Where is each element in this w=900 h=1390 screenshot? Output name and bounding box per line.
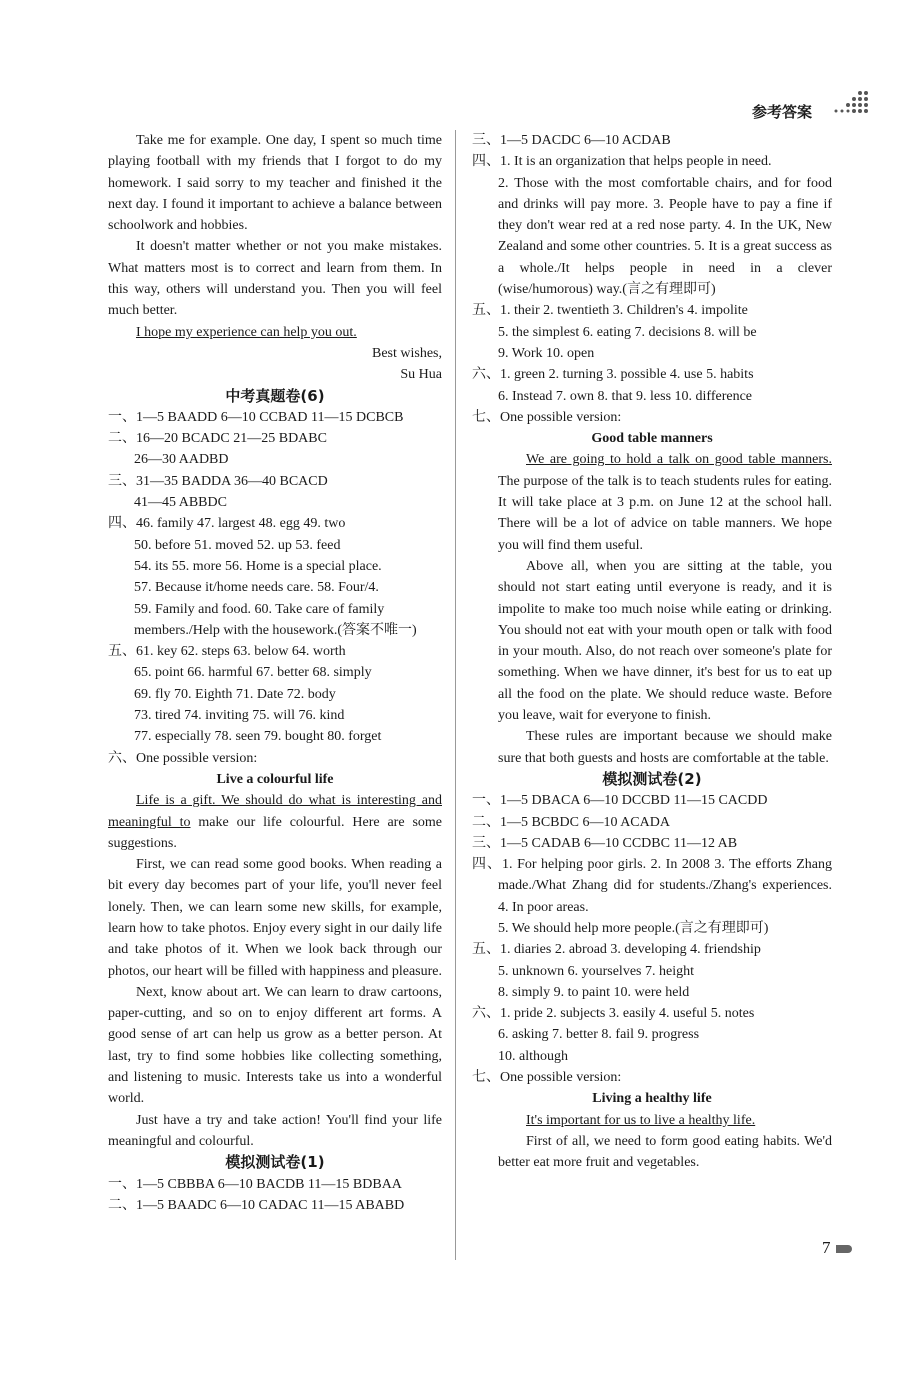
answer-line: 5. We should help more people.(言之有理即可) — [498, 920, 769, 936]
column-divider — [455, 130, 456, 1260]
answer-line: 54. its 55. more 56. Home is a special place. — [134, 558, 382, 574]
essay-paragraph — [472, 449, 832, 555]
answer-line: 26—30 AADBD — [134, 452, 229, 468]
answer-line: 6. Instead 7. own 8. that 9. less 10. difference — [498, 388, 753, 404]
essay-title: Live a colourful life — [216, 771, 334, 787]
essay-paragraph — [108, 790, 442, 854]
essay-title: Living a healthy life — [592, 1091, 712, 1107]
answer-line: 5. the simplest 6. eating 7. decisions 8. will be — [498, 324, 757, 340]
answer-line: 六、1. green 2. turning 3. possible 4. use 5. habits — [472, 367, 754, 383]
answer-line: 三、31—35 BADDA 36—40 BCACD — [108, 473, 328, 489]
essay-paragraph: These rules are important because we should make sure that both guests and hosts are comfortable at the table. — [498, 729, 832, 766]
letter-paragraph: It doesn't matter whether or not you make mistakes. What matters most is to correct and learn from them. In this way, others will understand you. Then you will feel much better. — [108, 239, 442, 319]
essay-paragraph — [472, 1110, 832, 1131]
answer-line: 8. simply 9. to paint 10. were held — [498, 984, 690, 1000]
section-title: 中考真题卷(6) — [225, 386, 325, 405]
answer-line: 二、16—20 BCADC 21—25 BDABC — [108, 431, 327, 447]
essay-text: The purpose of the talk is to teach students rules for eating. It will take place at 3 p.m. on June 12 at the school hall. There will be a lot of advice on table manners. We hope you will find them useful. — [498, 473, 832, 553]
answer-line: 57. Because it/home needs care. 58. Four/4. — [134, 580, 379, 596]
answer-line: 5. unknown 6. yourselves 7. height — [498, 963, 694, 979]
answer-line: 41—45 ABBDC — [134, 495, 227, 511]
letter-paragraph: Take me for example. One day, I spent so much time playing football with my friends that I forgot to do my homework. I said sorry to my teacher and finished it the next day. I found it important to achieve a balance between schoolwork and hobbies. — [108, 133, 442, 234]
answer-line: 二、1—5 BAADC 6—10 CADAC 11—15 ABABD — [108, 1197, 405, 1213]
answer-line: 七、One possible version: — [472, 1070, 622, 1086]
answer-line: 二、1—5 BCBDC 6—10 ACADA — [472, 814, 670, 830]
left-column — [108, 130, 442, 1216]
answer-line: 一、1—5 DBACA 6—10 DCCBD 11—15 CACDD — [472, 793, 768, 809]
answer-line: 65. point 66. harmful 67. better 68. simply — [134, 665, 372, 681]
answer-line: 59. Family and food. 60. Take care of family members./Help with the housework.(答案不唯一) — [134, 601, 417, 638]
section-title: 模拟测试卷(2) — [602, 769, 702, 788]
answer-line: 四、1. It is an organization that helps people in need. — [472, 154, 772, 170]
underlined-sentence: It's important for us to live a healthy life. — [526, 1112, 756, 1128]
answer-line: 73. tired 74. inviting 75. will 76. kind — [134, 708, 345, 724]
answer-line: 69. fly 70. Eighth 71. Date 72. body — [134, 686, 336, 702]
header-title: 参考答案 — [752, 103, 813, 121]
answer-line: 2. Those with the most comfortable chairs, and for food and drinks will pay more. 3. People have to pay a fine if they don't wear red at a red nose party. 4. In the UK, New Zealand and some other countries. 5. It is a great success as a whole./It helps people in need in a clever (wise/humorous) way.(言之有理即可) — [498, 175, 832, 298]
answer-line: 77. especially 78. seen 79. bought 80. forget — [134, 729, 382, 745]
answer-line: 五、1. their 2. twentieth 3. Children's 4. impolite — [472, 303, 748, 319]
letter-signature: Su Hua — [400, 367, 442, 383]
underlined-sentence: I hope my experience can help you out. — [136, 324, 357, 340]
essay-text: make our life colourful. Here are some suggestions. — [108, 814, 442, 851]
answer-line: 六、1. pride 2. subjects 3. easily 4. useful 5. notes — [472, 1006, 755, 1022]
answer-line: 六、One possible version: — [108, 750, 258, 766]
answer-line: 五、1. diaries 2. abroad 3. developing 4. friendship — [472, 942, 761, 958]
section-title: 模拟测试卷(1) — [225, 1153, 325, 1172]
essay-title: Good table manners — [591, 431, 713, 447]
essay-paragraph: First, we can read some good books. When reading a bit every day becomes part of your life, you'll never feel lonely. Then, we can learn some new skills, for example, learn how to take photos. Enjoy every sight in our daily life and take photos of it. When we look back through our photos, our heart will be filled with happiness and pleasure. — [108, 857, 442, 979]
essay-paragraph: Just have a try and take action! You'll find your life meaningful and colourful. — [108, 1112, 442, 1149]
answer-line: 五、61. key 62. steps 63. below 64. worth — [108, 644, 346, 660]
letter-closing: Best wishes, — [372, 345, 442, 361]
right-column — [472, 130, 832, 1174]
answer-line: 一、1—5 BAADD 6—10 CCBAD 11—15 DCBCB — [108, 409, 404, 425]
underlined-sentence: Life is a gift. We should do what is interesting and meaningful to — [108, 793, 442, 830]
answer-line: 6. asking 7. better 8. fail 9. progress — [498, 1027, 700, 1043]
answer-line: 9. Work 10. open — [498, 345, 595, 361]
answer-line: 三、1—5 CADAB 6—10 CCDBC 11—12 AB — [472, 835, 738, 851]
answer-line: 三、1—5 DACDC 6—10 ACDAB — [472, 133, 671, 148]
answer-line: 10. although — [498, 1048, 568, 1064]
answer-line: 50. before 51. moved 52. up 53. feed — [134, 537, 341, 553]
answer-line: 四、1. For helping poor girls. 2. In 2008 3. The efforts Zhang made./What Zhang did for students./Zhang's experiences. 4. In poor areas. — [472, 857, 832, 915]
essay-paragraph: Above all, when you are sitting at the table, you should not start eating until everyone is ready, and it is impolite to make too much noise while eating or drinking. You should not eat with your mouth open or talk with food in your mouth. Also, do not reach over someone's plate for something. When we have dinner, it's best for us to eat up all the food on the plate. We should reduce waste. Before you leave, wait for everyone to finish. — [498, 558, 832, 724]
essay-paragraph: First of all, we need to form good eating habits. We'd better eat more fruit and vegetables. — [498, 1133, 832, 1171]
page-tab-marker — [836, 1245, 852, 1253]
underlined-sentence: We are going to hold a talk on good table manners. — [526, 452, 832, 468]
decorative-dots-icon — [830, 90, 870, 118]
answer-line: 一、1—5 CBBBA 6—10 BACDB 11—15 BDBAA — [108, 1176, 402, 1192]
page-number: 7 — [822, 1238, 831, 1257]
essay-paragraph: Next, know about art. We can learn to draw cartoons, paper-cutting, and so on to enjoy different art forms. A good sense of art can help us grow as a better person. At last, try to find some hobbies like collecting something, and listening to music. Interests take us into a wonderful world. — [108, 984, 442, 1107]
letter-paragraph — [108, 322, 442, 343]
answer-line: 七、One possible version: — [472, 409, 622, 425]
answer-line: 四、46. family 47. largest 48. egg 49. two — [108, 516, 346, 532]
